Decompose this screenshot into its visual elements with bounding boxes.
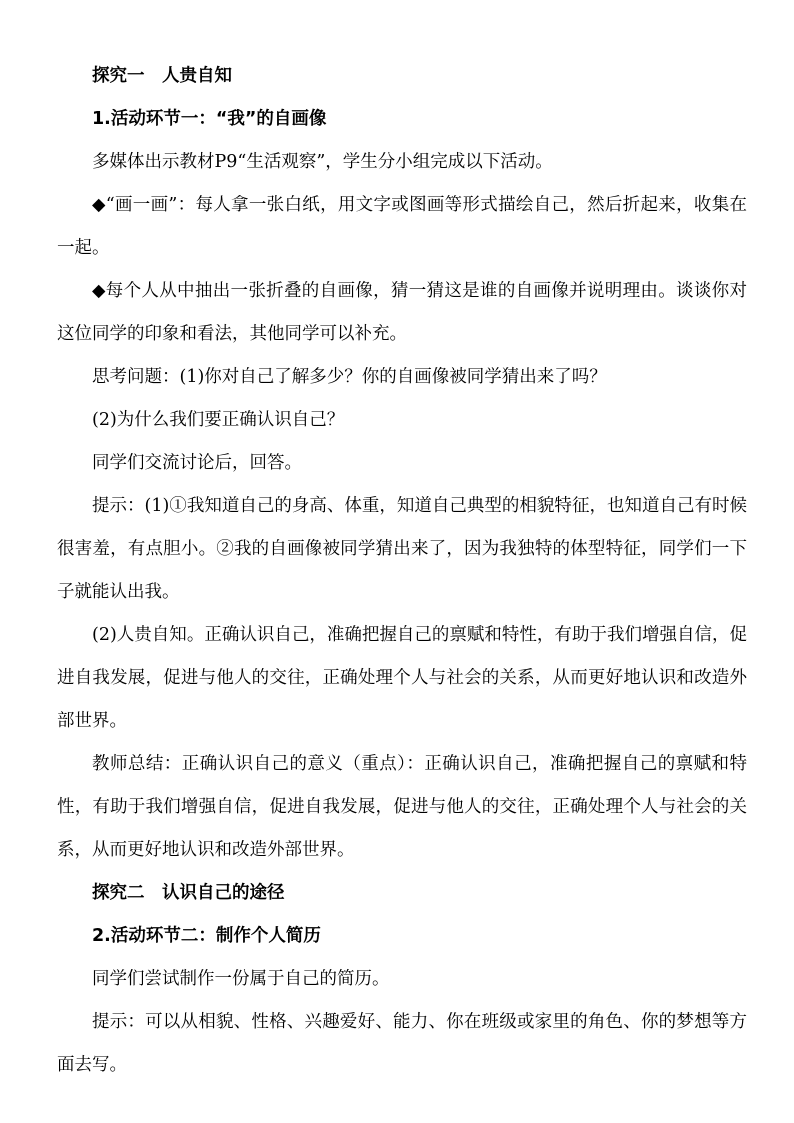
section-title: 探究二 认识自己的途径 xyxy=(92,883,285,903)
paragraph: (2)为什么我们要正确认识自己？ xyxy=(92,410,345,430)
paragraph: ◆“画一画”：每人拿一张白纸，用文字或图画等形式描绘自己，然后折起来，收集在一起。 xyxy=(57,195,747,258)
document-page xyxy=(57,55,747,1087)
paragraph: 提示：可以从相貌、性格、兴趣爱好、能力、你在班级或家里的角色、你的梦想等方面去写。 xyxy=(57,1012,747,1075)
paragraph: 思考问题：(1)你对自己了解多少？你的自画像被同学猜出来了吗？ xyxy=(92,367,607,387)
paragraph: 教师总结：正确认识自己的意义（重点）：正确认识自己，准确把握自己的禀赋和特性，有助于我们增强自信，促进自我发展，促进与他人的交往，正确处理个人与社会的关系，从而更好地认识和改造外部世界。 xyxy=(57,754,747,860)
paragraph: ◆每个人从中抽出一张折叠的自画像，猜一猜这是谁的自画像并说明理由。谈谈你对这位同学的印象和看法，其他同学可以补充。 xyxy=(57,281,747,344)
paragraph: 同学们尝试制作一份属于自己的简历。 xyxy=(92,969,390,989)
activity-title: 2.活动环节二：制作个人简历 xyxy=(92,926,321,946)
paragraph: (2)人贵自知。正确认识自己，准确把握自己的禀赋和特性，有助于我们增强自信，促进自我发展，促进与他人的交往，正确处理个人与社会的关系，从而更好地认识和改造外部世界。 xyxy=(57,625,747,731)
paragraph: 提示：(1)①我知道自己的身高、体重，知道自己典型的相貌特征，也知道自己有时候很害羞，有点胆小。②我的自画像被同学猜出来了，因为我独特的体型特征，同学们一下子就能认出我。 xyxy=(57,496,747,602)
section-title: 探究一 人贵自知 xyxy=(92,66,232,86)
activity-title: 1.活动环节一：“我”的自画像 xyxy=(92,109,327,129)
paragraph: 多媒体出示教材P9“生活观察”，学生分小组完成以下活动。 xyxy=(92,152,553,172)
paragraph: 同学们交流讨论后，回答。 xyxy=(92,453,302,473)
